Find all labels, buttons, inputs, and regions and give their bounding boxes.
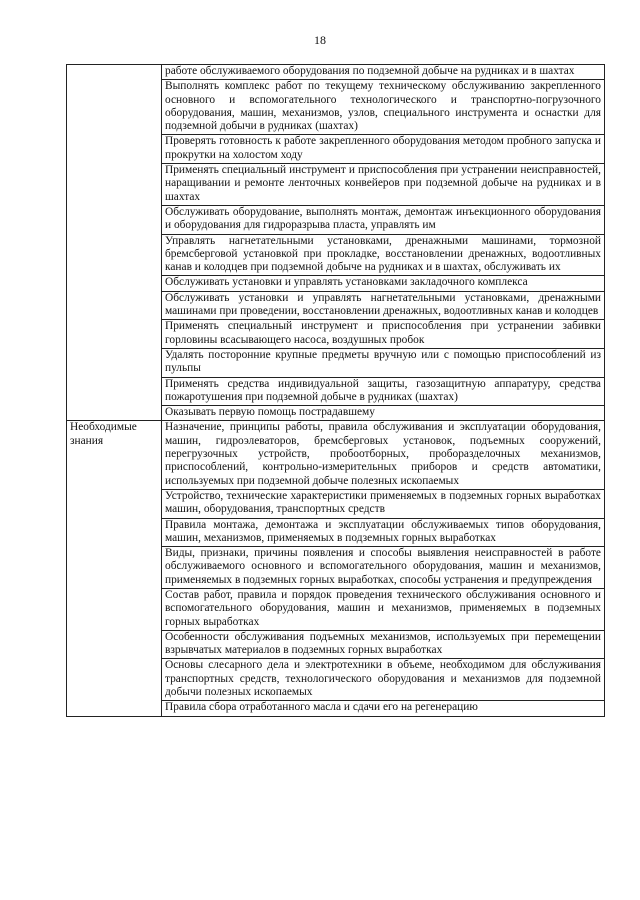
table-row — [67, 65, 605, 80]
knowledge-item: Виды, признаки, причины появления и способы выявления неисправностей в работе обслуживаемого основного и вспомогательного оборудования, машин и механизмов, применяемых в подземных горных выработках, способы устранения и предупреждения — [162, 547, 605, 589]
knowledge-item: Основы слесарного дела и электротехники в объеме, необходимом для обслуживания транспортных средств, технологического оборудования и механизмов для подземной добычи полезных ископаемых — [162, 659, 605, 701]
knowledge-item: Правила сбора отработанного масла и сдачи его на регенерацию — [162, 701, 605, 716]
skill-item: работе обслуживаемого оборудования по подземной добыче на рудниках и в шахтах — [162, 65, 605, 80]
skill-item: Применять специальный инструмент и приспособления при устранении неисправностей, наращивании и ремонте ленточных конвейеров при подземной добыче на рудниках и в шахтах — [162, 164, 605, 206]
knowledge-item: Особенности обслуживания подъемных механизмов, используемых при перемещении взрывчатых материалов в подземных горных выработках — [162, 630, 605, 659]
knowledge-item: Устройство, технические характеристики применяемых в подземных горных выработках машин, оборудования, транспортных средств — [162, 489, 605, 518]
skill-item: Обслуживать установки и управлять установками закладочного комплекса — [162, 276, 605, 291]
skill-item: Обслуживать установки и управлять нагнетательными установками, дренажными машинами при проведении, восстановлении дренажных, водоотливных канав и колодцев — [162, 291, 605, 320]
knowledge-label: Необходимые знания — [67, 421, 162, 716]
knowledge-item: Правила монтажа, демонтажа и эксплуатации обслуживаемых типов оборудования, машин, механизмов, применяемых в подземных горных выработках — [162, 518, 605, 547]
skills-label-cell — [67, 65, 162, 421]
skill-item: Применять средства индивидуальной защиты, газозащитную аппаратуру, средства пожаротушения при подземной добыче в рудниках (шахтах) — [162, 377, 605, 406]
skill-item: Удалять посторонние крупные предметы вручную или с помощью приспособлений из пульпы — [162, 348, 605, 377]
skill-item: Оказывать первую помощь пострадавшему — [162, 406, 605, 421]
skill-item: Управлять нагнетательными установками, дренажными машинами, тормозной бремсберговой установкой при прокладке, восстановлении дренажных, водоотливных канав и колодцев при подземной добыче на рудниках и в шахтах, обслуживать их — [162, 234, 605, 276]
knowledge-item: Назначение, принципы работы, правила обслуживания и эксплуатации оборудования, машин, гидроэлеваторов, бремсберговых установок, подъемных сооружений, перегрузочных устройств, пробоотборных, проборазделочных механизмов, приспособлений, контрольно-измерительных приборов и средств автоматики, используемых при подземной добыче полезных ископаемых — [162, 421, 605, 489]
skill-item: Обслуживать оборудование, выполнять монтаж, демонтаж инъекционного оборудования и оборудования для гидроразрыва пласта, управлять им — [162, 205, 605, 234]
page-number: 18 — [314, 33, 326, 47]
knowledge-item: Состав работ, правила и порядок проведения технического обслуживания основного и вспомогательного оборудования, машин и механизмов, применяемых в подземных горных выработках — [162, 588, 605, 630]
table-row — [67, 421, 605, 489]
skill-item: Проверять готовность к работе закрепленного оборудования методом пробного запуска и прокрутки на холостом ходу — [162, 135, 605, 164]
skill-item: Выполнять комплекс работ по текущему техническому обслуживанию закрепленного основного и вспомогательного технологического и транспортно-погрузочного оборудования, машин, механизмов, узлов, специального инструмента и оснастки для подземной добычи в рудниках (шахтах) — [162, 80, 605, 135]
skill-item: Применять специальный инструмент и приспособления при устранении забивки горловины всасывающего насоса, воздушных пробок — [162, 320, 605, 349]
requirements-table — [66, 64, 605, 717]
